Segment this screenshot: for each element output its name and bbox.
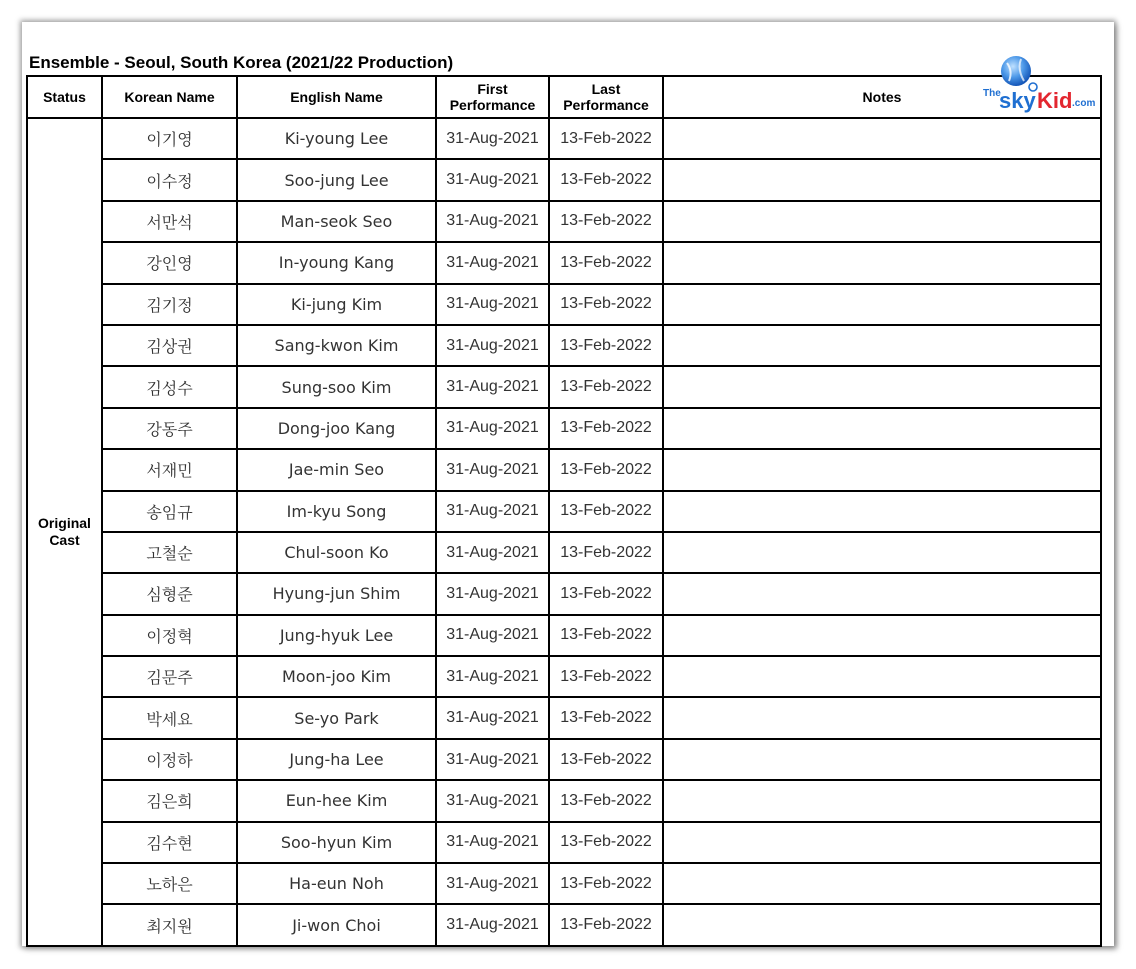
english-name-cell: Ki-jung Kim bbox=[237, 284, 436, 325]
first-performance-cell: 31-Aug-2021 bbox=[436, 780, 549, 821]
notes-cell bbox=[663, 325, 1101, 366]
notes-cell bbox=[663, 656, 1101, 697]
first-performance-cell: 31-Aug-2021 bbox=[436, 201, 549, 242]
korean-name-cell: 김기정 bbox=[102, 284, 237, 325]
status-line2: Cast bbox=[49, 531, 80, 548]
first-performance-cell: 31-Aug-2021 bbox=[436, 532, 549, 573]
first-performance-cell: 31-Aug-2021 bbox=[436, 822, 549, 863]
korean-name-cell: 서만석 bbox=[102, 201, 237, 242]
korean-name-cell: 최지원 bbox=[102, 904, 237, 945]
logo-graphic bbox=[983, 54, 1099, 118]
last-performance-cell: 13-Feb-2022 bbox=[549, 449, 663, 490]
notes-cell bbox=[663, 615, 1101, 656]
cast-table bbox=[26, 75, 1102, 947]
last-performance-cell: 13-Feb-2022 bbox=[549, 615, 663, 656]
first-performance-cell: 31-Aug-2021 bbox=[436, 325, 549, 366]
table-title: Ensemble - Seoul, South Korea (2021/22 Production) bbox=[29, 53, 454, 72]
notes-cell bbox=[663, 532, 1101, 573]
notes-cell bbox=[663, 201, 1101, 242]
notes-cell bbox=[663, 573, 1101, 614]
table-row bbox=[27, 366, 1101, 407]
english-name-cell: Chul-soon Ko bbox=[237, 532, 436, 573]
korean-name-cell: 고철순 bbox=[102, 532, 237, 573]
first-performance-cell: 31-Aug-2021 bbox=[436, 739, 549, 780]
table-row bbox=[27, 780, 1101, 821]
english-name-cell: Man-seok Seo bbox=[237, 201, 436, 242]
header-korean-name: Korean Name bbox=[102, 76, 237, 118]
last-performance-cell: 13-Feb-2022 bbox=[549, 739, 663, 780]
last-performance-cell: 13-Feb-2022 bbox=[549, 118, 663, 159]
table-row bbox=[27, 325, 1101, 366]
table-row bbox=[27, 408, 1101, 449]
first-performance-cell: 31-Aug-2021 bbox=[436, 491, 549, 532]
korean-name-cell: 서재민 bbox=[102, 449, 237, 490]
logo-com: .com bbox=[1072, 98, 1096, 109]
last-performance-cell: 13-Feb-2022 bbox=[549, 780, 663, 821]
notes-cell bbox=[663, 242, 1101, 283]
first-performance-cell: 31-Aug-2021 bbox=[436, 284, 549, 325]
table-row bbox=[27, 739, 1101, 780]
header-row bbox=[27, 76, 1101, 118]
english-name-cell: Dong-joo Kang bbox=[237, 408, 436, 449]
first-performance-cell: 31-Aug-2021 bbox=[436, 615, 549, 656]
english-name-cell: Ki-young Lee bbox=[237, 118, 436, 159]
english-name-cell: Ha-eun Noh bbox=[237, 863, 436, 904]
english-name-cell: Hyung-jun Shim bbox=[237, 573, 436, 614]
header-first-line2: Performance bbox=[449, 97, 536, 113]
table-row bbox=[27, 118, 1101, 159]
table-row bbox=[27, 449, 1101, 490]
first-performance-cell: 31-Aug-2021 bbox=[436, 904, 549, 945]
english-name-cell: In-young Kang bbox=[237, 242, 436, 283]
korean-name-cell: 이기영 bbox=[102, 118, 237, 159]
table-row bbox=[27, 159, 1101, 200]
last-performance-cell: 13-Feb-2022 bbox=[549, 822, 663, 863]
notes-cell bbox=[663, 780, 1101, 821]
logo-kid: Kid bbox=[1037, 88, 1073, 113]
table-row bbox=[27, 573, 1101, 614]
first-performance-cell: 31-Aug-2021 bbox=[436, 242, 549, 283]
korean-name-cell: 김상권 bbox=[102, 325, 237, 366]
last-performance-cell: 13-Feb-2022 bbox=[549, 325, 663, 366]
notes-cell bbox=[663, 863, 1101, 904]
globe-icon bbox=[1001, 56, 1031, 86]
english-name-cell: Ji-won Choi bbox=[237, 904, 436, 945]
english-name-cell: Moon-joo Kim bbox=[237, 656, 436, 697]
last-performance-cell: 13-Feb-2022 bbox=[549, 242, 663, 283]
header-first-line1: First bbox=[477, 81, 508, 97]
table-row bbox=[27, 656, 1101, 697]
table-row bbox=[27, 201, 1101, 242]
notes-cell bbox=[663, 284, 1101, 325]
notes-cell bbox=[663, 904, 1101, 945]
korean-name-cell: 이정하 bbox=[102, 739, 237, 780]
table-row bbox=[27, 491, 1101, 532]
header-last-line1: Last bbox=[591, 81, 621, 97]
korean-name-cell: 김은희 bbox=[102, 780, 237, 821]
korean-name-cell: 송임규 bbox=[102, 491, 237, 532]
table-row bbox=[27, 532, 1101, 573]
header-last-performance bbox=[549, 76, 663, 118]
last-performance-cell: 13-Feb-2022 bbox=[549, 656, 663, 697]
last-performance-cell: 13-Feb-2022 bbox=[549, 201, 663, 242]
english-name-cell: Jung-hyuk Lee bbox=[237, 615, 436, 656]
table-row bbox=[27, 863, 1101, 904]
first-performance-cell: 31-Aug-2021 bbox=[436, 863, 549, 904]
english-name-cell: Sung-soo Kim bbox=[237, 366, 436, 407]
last-performance-cell: 13-Feb-2022 bbox=[549, 573, 663, 614]
last-performance-cell: 13-Feb-2022 bbox=[549, 532, 663, 573]
notes-cell bbox=[663, 739, 1101, 780]
english-name-cell: Soo-jung Lee bbox=[237, 159, 436, 200]
korean-name-cell: 노하은 bbox=[102, 863, 237, 904]
first-performance-cell: 31-Aug-2021 bbox=[436, 449, 549, 490]
first-performance-cell: 31-Aug-2021 bbox=[436, 366, 549, 407]
first-performance-cell: 31-Aug-2021 bbox=[436, 697, 549, 738]
table-body bbox=[27, 118, 1101, 946]
table-row bbox=[27, 284, 1101, 325]
notes-cell bbox=[663, 449, 1101, 490]
english-name-cell: Jae-min Seo bbox=[237, 449, 436, 490]
table-row bbox=[27, 697, 1101, 738]
theskykid-logo bbox=[983, 54, 1099, 118]
korean-name-cell: 심형준 bbox=[102, 573, 237, 614]
last-performance-cell: 13-Feb-2022 bbox=[549, 284, 663, 325]
last-performance-cell: 13-Feb-2022 bbox=[549, 366, 663, 407]
last-performance-cell: 13-Feb-2022 bbox=[549, 697, 663, 738]
notes-cell bbox=[663, 408, 1101, 449]
status-cell bbox=[27, 118, 102, 946]
english-name-cell: Jung-ha Lee bbox=[237, 739, 436, 780]
korean-name-cell: 김성수 bbox=[102, 366, 237, 407]
english-name-cell: Se-yo Park bbox=[237, 697, 436, 738]
first-performance-cell: 31-Aug-2021 bbox=[436, 656, 549, 697]
first-performance-cell: 31-Aug-2021 bbox=[436, 573, 549, 614]
first-performance-cell: 31-Aug-2021 bbox=[436, 159, 549, 200]
korean-name-cell: 이정혁 bbox=[102, 615, 237, 656]
notes-cell bbox=[663, 366, 1101, 407]
korean-name-cell: 박세요 bbox=[102, 697, 237, 738]
header-first-performance bbox=[436, 76, 549, 118]
notes-cell bbox=[663, 159, 1101, 200]
table-row bbox=[27, 242, 1101, 283]
header-english-name: English Name bbox=[237, 76, 436, 118]
last-performance-cell: 13-Feb-2022 bbox=[549, 863, 663, 904]
korean-name-cell: 김수현 bbox=[102, 822, 237, 863]
notes-cell bbox=[663, 822, 1101, 863]
notes-cell bbox=[663, 491, 1101, 532]
english-name-cell: Soo-hyun Kim bbox=[237, 822, 436, 863]
english-name-cell: Eun-hee Kim bbox=[237, 780, 436, 821]
status-line1: Original bbox=[38, 514, 91, 531]
korean-name-cell: 김문주 bbox=[102, 656, 237, 697]
first-performance-cell: 31-Aug-2021 bbox=[436, 408, 549, 449]
header-last-line2: Performance bbox=[563, 97, 649, 113]
table-row bbox=[27, 615, 1101, 656]
last-performance-cell: 13-Feb-2022 bbox=[549, 159, 663, 200]
header-status: Status bbox=[27, 76, 102, 118]
english-name-cell: Sang-kwon Kim bbox=[237, 325, 436, 366]
last-performance-cell: 13-Feb-2022 bbox=[549, 904, 663, 945]
korean-name-cell: 강동주 bbox=[102, 408, 237, 449]
english-name-cell: Im-kyu Song bbox=[237, 491, 436, 532]
logo-the: The bbox=[983, 88, 1001, 99]
header-notes-label: Notes bbox=[862, 89, 902, 105]
first-performance-cell: 31-Aug-2021 bbox=[436, 118, 549, 159]
notes-cell bbox=[663, 118, 1101, 159]
korean-name-cell: 강인영 bbox=[102, 242, 237, 283]
last-performance-cell: 13-Feb-2022 bbox=[549, 491, 663, 532]
notes-cell bbox=[663, 697, 1101, 738]
last-performance-cell: 13-Feb-2022 bbox=[549, 408, 663, 449]
logo-sky: sky bbox=[999, 88, 1036, 113]
table-row bbox=[27, 904, 1101, 945]
korean-name-cell: 이수정 bbox=[102, 159, 237, 200]
table-row bbox=[27, 822, 1101, 863]
